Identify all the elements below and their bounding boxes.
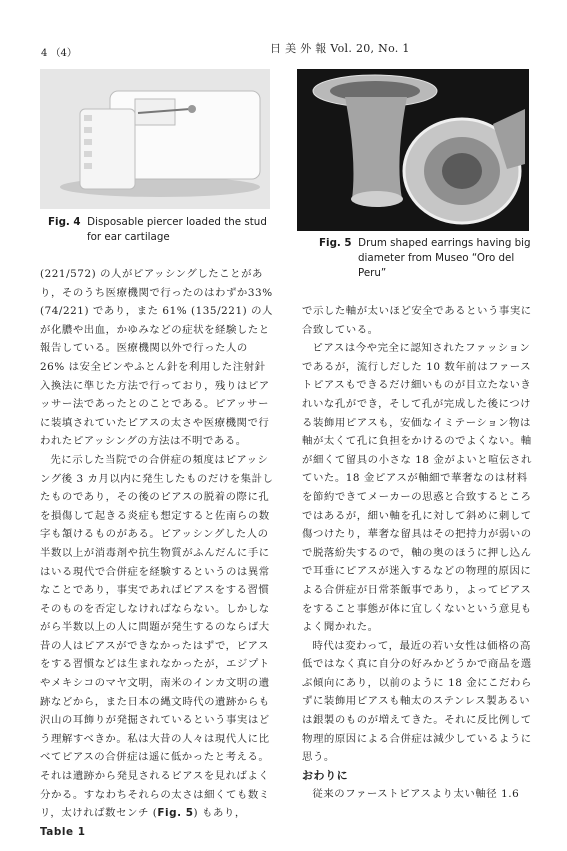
earrings-illustration (297, 69, 529, 231)
right-paragraph-2: ピアスは今や完全に認知されたファッションであるが，流行しだした 10 数年前はファーストピアスもできるだけ細いものが目立たないきれいな孔ができ，そして孔が完成した後につける装飾用ピアスも，安価なイミテーション物は軸が太くて孔に負担をかけるのでよくない。軸が細くて留具の小さな 18 金がよいと喧伝されていた。18 金ピアスが軸細で華奢なのは材料を節約できてメーカーの思惑と合致するところではあるが，細い軸を孔に対して斜めに刺して傷つけたり，華奢な留具はその把持力が弱いので脱落紛失するので，軸の奥のほうに押し込んで耳垂にピアスが迷入するなどの物理的原因による合併症が日常茶飯事であり，よってピアスをすること事態が体に宜しくないという意見もよく聞かれた。 (302, 342, 532, 634)
figure-5-label: Fig. 5 (319, 237, 352, 249)
left-paragraph-2 (40, 451, 275, 841)
right-column (302, 302, 534, 804)
figure-4-caption (48, 215, 273, 245)
journal-header: 日 美 外 報 Vol. 20, No. 1 (270, 42, 410, 55)
figure-4-label: Fig. 4 (48, 216, 81, 228)
left-paragraph-2-mid: ) もあり， (193, 807, 246, 820)
right-paragraph-3: 時代は変わって，最近の若い女性は価格の高低ではなく真に自分の好みかどうかで商品を選ぶ傾向にあり，以前のように 18 金にこだわらずに装飾用ピアスも軸太のステンレス製あるいは銀製のものが増えてきた。それに反比例して物理的原因による合併症は減少しているように思う。 (302, 639, 532, 764)
left-column (40, 265, 275, 841)
piercer-illustration (40, 69, 270, 209)
left-paragraph-1: (221/572) の人がピアッシングしたことがあり，そのうち医療機関で行ったのはわずか33% (74/221) であり，また 61% (135/221) の人が化膿や出血，かゆみなどの症状を経験したと報告している。医療機関以外で行った人の 26% は安全ピンやふとん針を利用した注射針入換法に準じた方法で行っており，残りはピアッサー法であったとのことである。ピアッサーに装填されていたピアスの太さや医療機関で行われたピアッシングの方法は不明である。 (40, 268, 273, 448)
right-paragraph-1: で示した軸が太いほど安全であるという事実に合致している。 (302, 305, 532, 336)
figure-5-photo (297, 69, 529, 231)
figure-5-caption-line3: Peru” (358, 267, 387, 279)
page-number: 4 （4） (41, 48, 77, 59)
figure-5-caption (319, 236, 534, 281)
figure-4-caption-line2: for ear cartilage (87, 231, 170, 243)
left-paragraph-2-text: 先に示した当院での合併症の頻度はピアッシング後 3 カ月以内に発生したものだけを集計したものであり，その後のピアスの脱着の際に孔を損傷して起きる炎症も想定すると佐南らの数字も頷けるものがある。ピアッシングした人の半数以上が消毒剤や抗生物質がふんだんに手にはいる現代で合併症を経験するというのは異常なことであり，事実であればピアスをする習慣そのものを否定しなければならない。しかしながら半数以上の人に問題が発生するのならば大昔の人はピアスができなかったはずで，ピアスをする習慣などは生まれなかったが，エジプトやメキシコのマヤ文明，南米のインカ文明の遺跡などから，また日本の縄文時代の遺跡からも沢山の耳飾りが発掘されているという事実はどう理解すべきか。私は大昔の人々は現代人に比べてピアスの合併症は遥に低かったと考える。それは遺跡から発見されるピアスを見ればよく分かる。すなわちそれらの太さは細くても数ミリ，太ければ数センチ ( (40, 453, 274, 820)
section-heading-conclusion: おわりに (302, 768, 349, 782)
figure-4-photo (40, 69, 270, 209)
table-1-reference[interactable]: Table 1 (40, 825, 86, 838)
right-paragraph-4: 従来のファーストピアスより太い軸径 1.6 (312, 788, 520, 801)
figure-5-reference[interactable]: Fig. 5 (157, 807, 194, 820)
figure-5-caption-line2: diameter from Museo “Oro del (358, 252, 515, 264)
figure-5-caption-line1: Drum shaped earrings having big (358, 237, 531, 249)
figure-4-caption-line1: Disposable piercer loaded the stud (87, 216, 267, 228)
